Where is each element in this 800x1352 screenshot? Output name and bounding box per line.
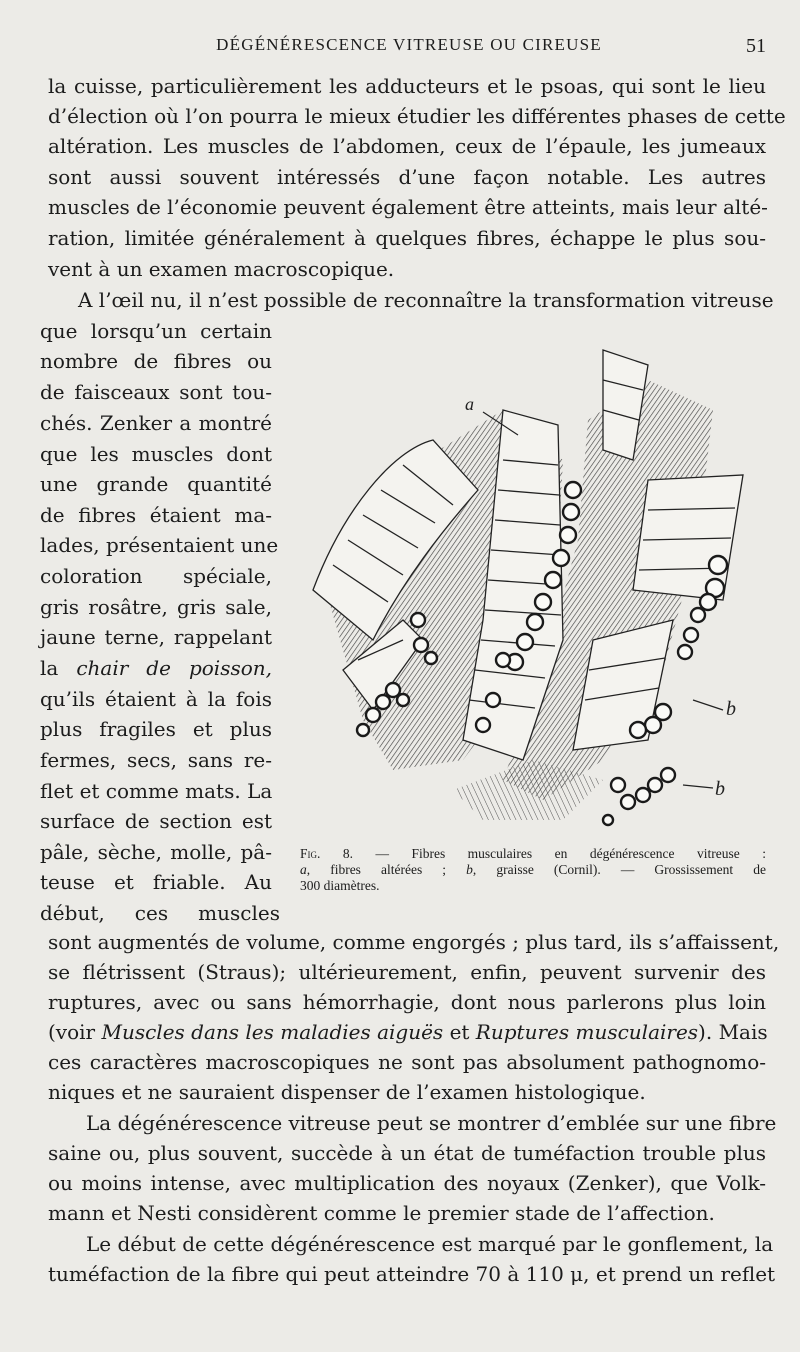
text-line: coloration spéciale, <box>40 564 272 588</box>
figure-muscle-fibres <box>303 340 766 840</box>
text-line: sont augmentés de volume, comme engorgés ; plus tard, ils s’affaissent, <box>48 930 780 954</box>
text-span: la <box>40 656 59 680</box>
text-line <box>48 1017 766 1047</box>
caption-line <box>300 846 766 862</box>
text-line: qu’ils étaient à la fois <box>40 687 272 711</box>
text-line: se flétrissent (Straus); ultérieurement, enfin, peuvent survenir des <box>48 960 766 984</box>
text-line: niques et ne sauraient dispenser de l’examen histologique. <box>48 1080 646 1104</box>
caption-text: — Fibres musculaires en dégénérescence vitreuse : <box>352 846 766 861</box>
text-line: d’élection où l’on pourra le mieux étudier les différentes phases de cette <box>48 104 786 128</box>
figure-caption <box>300 846 766 894</box>
caption-text: , fibres altérées ; <box>306 862 447 877</box>
text-line: A l’œil nu, il n’est possible de reconnaître la transformation vitreuse <box>78 288 774 312</box>
caption-text: , graisse (Cornil). — Grossissement de <box>472 862 766 877</box>
text-line: surface de section est <box>40 809 272 833</box>
text-line: pâle, sèche, molle, pâ- <box>40 840 272 864</box>
text-line: teuse et friable. Au <box>40 870 272 894</box>
caption-key: a <box>300 862 307 877</box>
figure-label-b: b <box>715 778 725 800</box>
figure-number: Fig. 8. <box>300 846 353 861</box>
text-line: La dégénérescence vitreuse peut se montrer d’emblée sur une fibre <box>86 1111 777 1135</box>
fibre-engraving <box>303 340 766 840</box>
text-line: que lorsqu’un certain <box>40 319 272 343</box>
text-line: jaune terne, rappelant <box>40 625 272 649</box>
text-line: muscles de l’économie peuvent également être atteints, mais leur alté- <box>48 195 768 219</box>
page-number: 51 <box>746 35 766 57</box>
text-line: vent à un examen macroscopique. <box>48 257 395 281</box>
text-line: saine ou, plus souvent, succède à un état de tuméfaction trouble plus <box>48 1141 766 1165</box>
text-line: ration, limitée généralement à quelques fibres, échappe le plus sou- <box>48 226 766 250</box>
text-line: lades, présentaient une <box>40 533 279 557</box>
text-line: chés. Zenker a montré <box>40 411 272 435</box>
running-title: DÉGÉNÉRESCENCE VITREUSE OU CIREUSE <box>216 35 602 54</box>
italic-phrase: Ruptures musculaires <box>475 1020 699 1044</box>
text-line: de fibres étaient ma- <box>40 503 272 527</box>
text-line: gris rosâtre, gris sale, <box>40 595 272 619</box>
caption-key: b <box>466 862 473 877</box>
text-line: mann et Nesti considèrent comme le premier stade de l’affection. <box>48 1201 715 1225</box>
text-span: (voir <box>48 1020 96 1044</box>
text-line: fermes, secs, sans re- <box>40 748 272 772</box>
text-line: tuméfaction de la fibre qui peut atteindre 70 à 110 μ, et prend un reflet <box>48 1262 776 1286</box>
text-span: et <box>449 1020 470 1044</box>
text-line: la cuisse, particulièrement les adducteurs et le psoas, qui sont le lieu <box>48 74 766 98</box>
text-line: nombre de fibres ou <box>40 349 272 373</box>
text-line: une grande quantité <box>40 472 272 496</box>
italic-phrase: chair de poisson, <box>76 656 272 680</box>
text-line: flet et comme mats. La <box>40 779 273 803</box>
text-line: altération. Les muscles de l’abdomen, ceux de l’épaule, les jumeaux <box>48 134 766 158</box>
italic-phrase: Muscles dans les maladies aiguës <box>101 1020 444 1044</box>
text-line <box>40 653 272 683</box>
text-span: ). Mais <box>698 1020 768 1044</box>
caption-line: 300 diamètres. <box>300 878 380 893</box>
text-line: début, ces muscles <box>40 901 280 925</box>
text-line: ces caractères macroscopiques ne sont pas absolument pathognomo- <box>48 1050 766 1074</box>
running-head <box>52 33 766 59</box>
caption-line <box>300 862 766 878</box>
text-line: que les muscles dont <box>40 442 272 466</box>
text-line: plus fragiles et plus <box>40 717 272 741</box>
figure-label-a: a <box>465 394 474 414</box>
figure-label-b: b <box>726 698 736 720</box>
text-line: de faisceaux sont tou- <box>40 380 272 404</box>
text-line: Le début de cette dégénérescence est marqué par le gonflement, la <box>86 1232 774 1256</box>
text-line: ou moins intense, avec multiplication des noyaux (Zenker), que Volk- <box>48 1171 766 1195</box>
text-line: sont aussi souvent intéressés d’une façon notable. Les autres <box>48 165 766 189</box>
text-line: ruptures, avec ou sans hémorrhagie, dont nous parlerons plus loin <box>48 990 766 1014</box>
